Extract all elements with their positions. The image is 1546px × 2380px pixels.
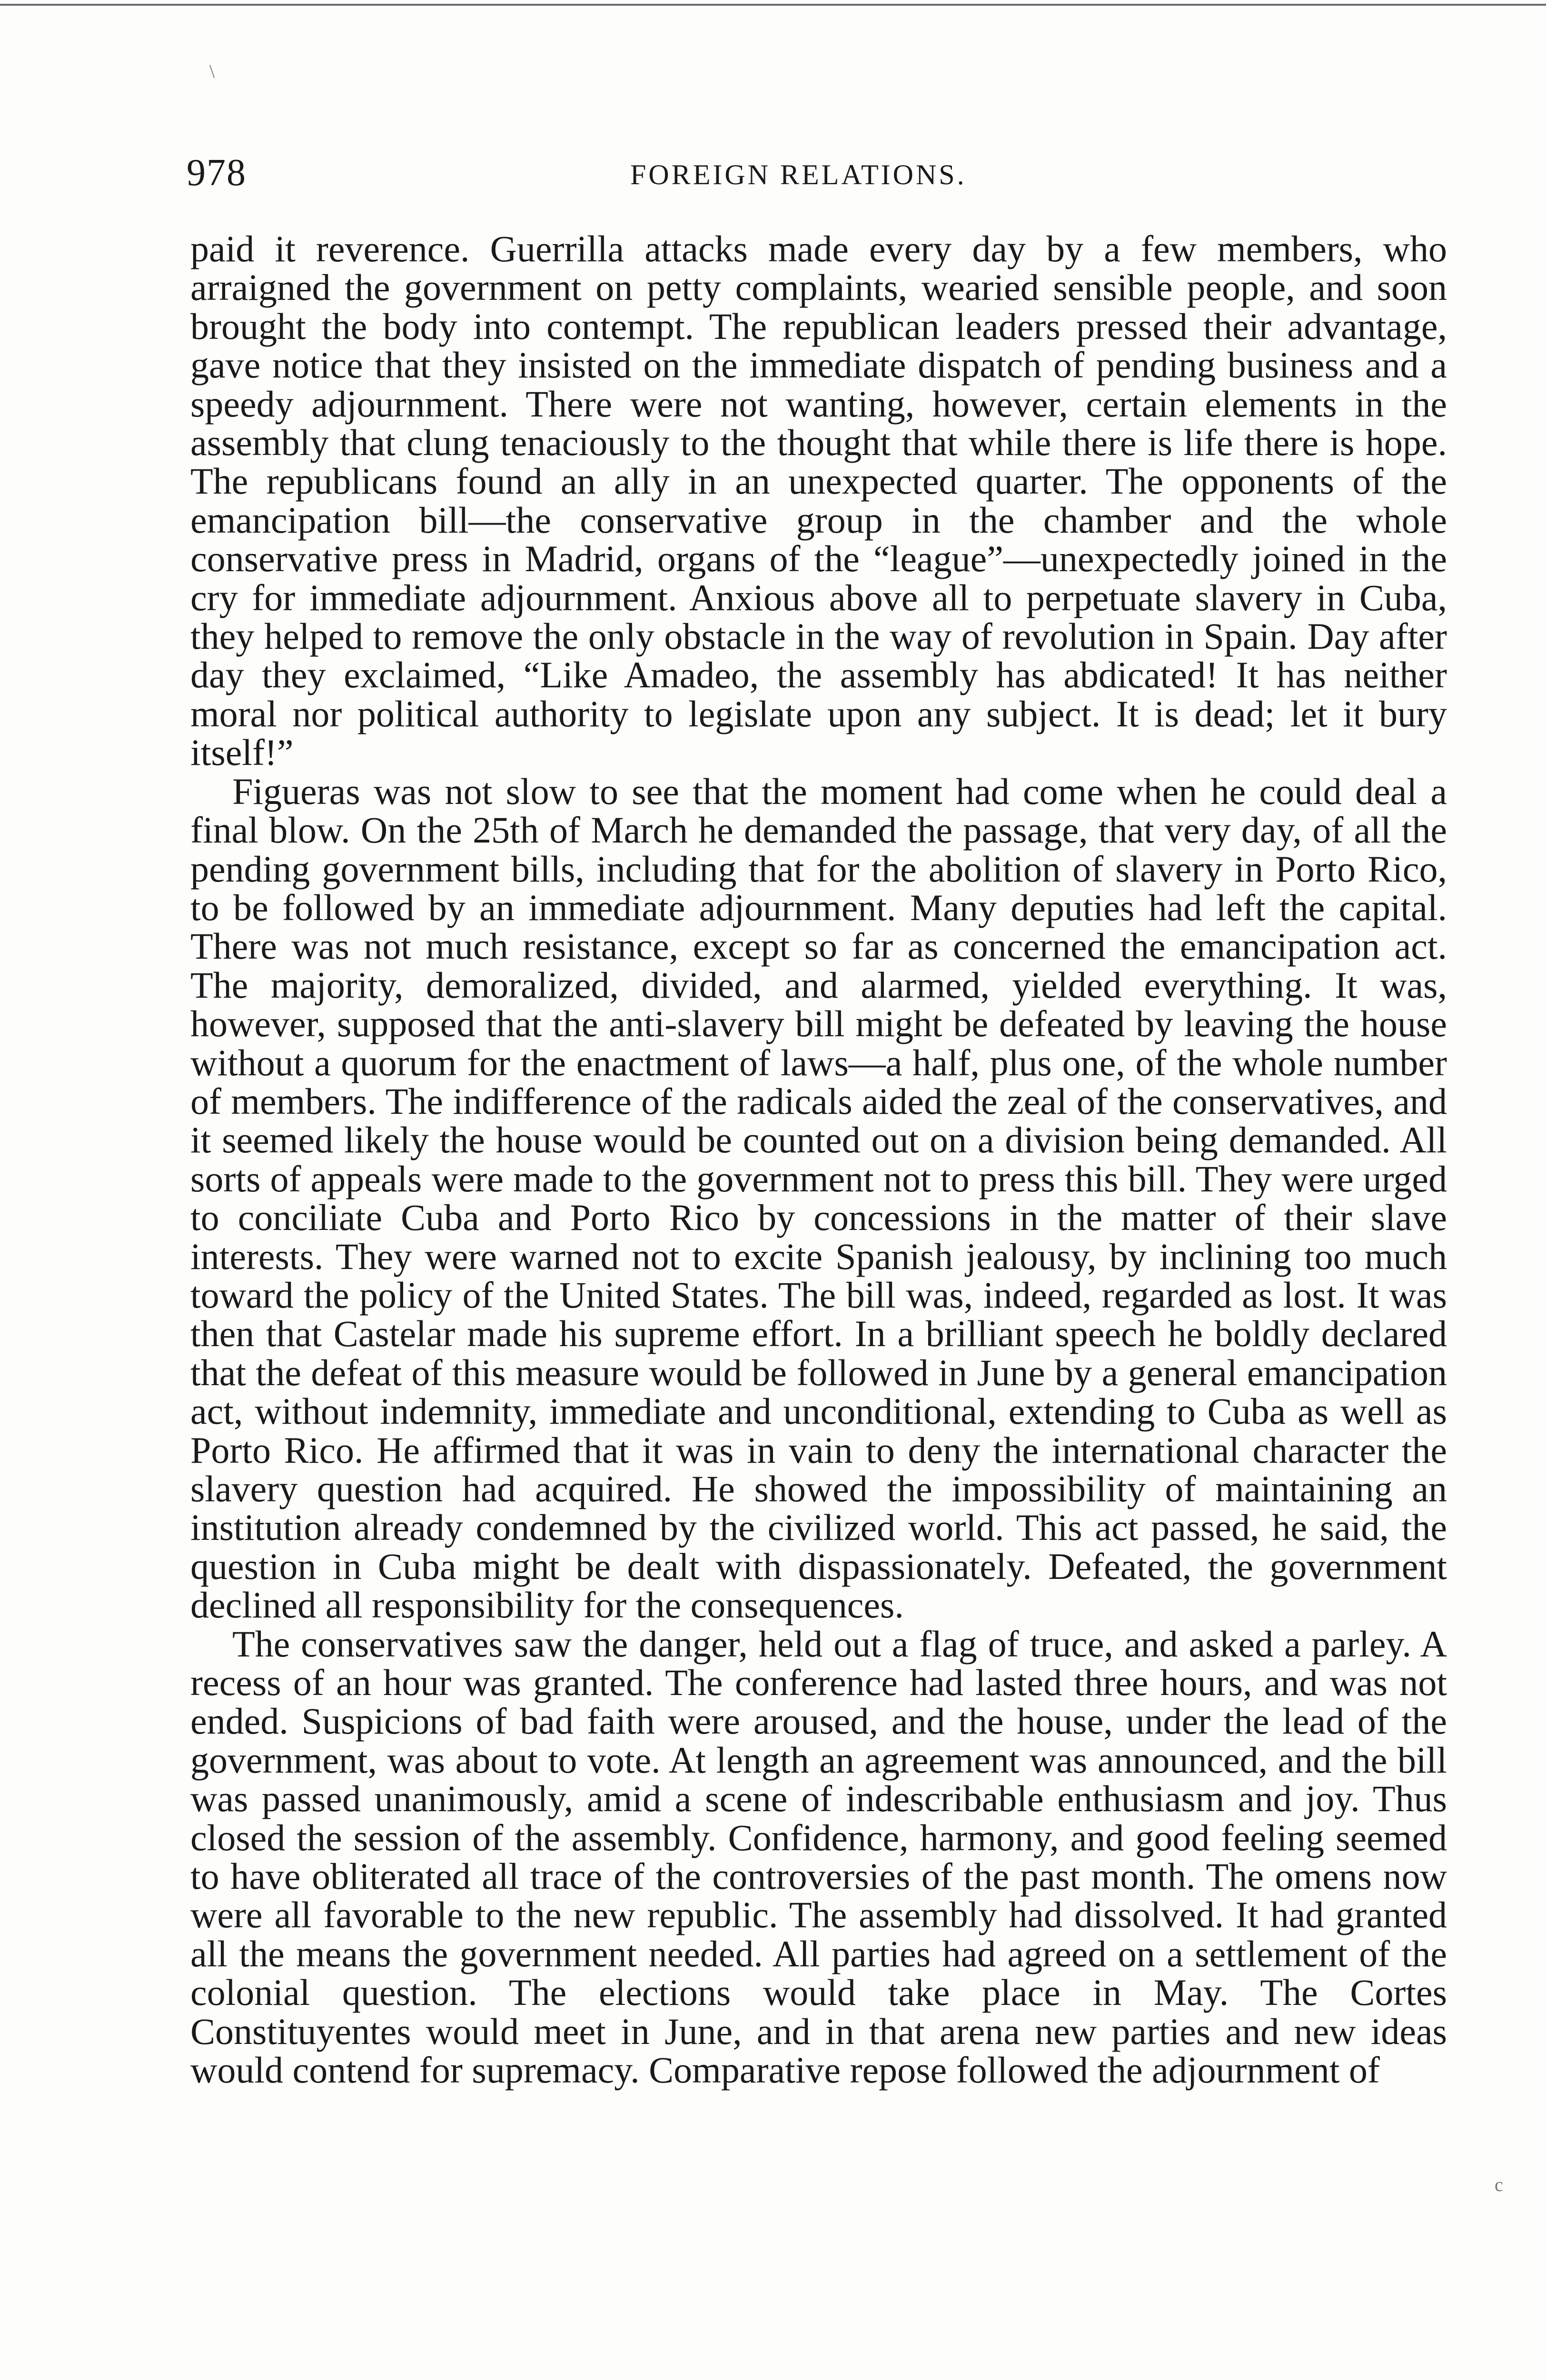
body-text: [190, 229, 1447, 2090]
running-head: FOREIGN RELATIONS.: [630, 159, 967, 190]
scan-speck-mark: \: [209, 60, 215, 82]
page-header: [187, 151, 1486, 194]
paragraph-figueras: Figueras was not slow to see that the moment had come when he could deal a final blow. On the 25th of March he demanded the passage, that very day, of all the pending government bills, including that for the abolition of slavery in Porto Rico, to be followed by an immediate adjournment. Many deputies had left the capital. There was not much resistance, except so far as concerned the emancipation act. The majority, demoralized, divided, and alarmed, yielded everything. It was, however, supposed that the anti-slavery bill might be defeated by leaving the house without a quorum for the enactment of laws—a half, plus one, of the whole number of members. The indifference of the radicals aided the zeal of the conservatives, and it seemed likely the house would be counted out on a division being demanded. All sorts of appeals were made to the government not to press this bill. They were urged to conciliate Cuba and Porto Rico by concessions in the matter of their slave interests. They were warned not to excite Spanish jealousy, by inclining too much toward the policy of the United States. The bill was, indeed, regarded as lost. It was then that Castelar made his supreme effort. In a brilliant speech he boldly declared that the defeat of this measure would be followed in June by a general emancipation act, without indemnity, immediate and unconditional, extending to Cuba as well as Porto Rico. He affirmed that it was in vain to deny the international character the slavery question had acquired. He showed the impossibility of maintaining an institution already condemned by the civilized world. This act passed, he said, the question in Cuba might be dealt with dispassionately. Defeated, the government declined all responsibility for the consequences.: [190, 770, 1447, 1626]
margin-stray-mark: c: [1495, 2174, 1503, 2195]
paragraph-conservatives: The conservatives saw the danger, held out a flag of truce, and asked a parley. A recess of an hour was granted. The conference had lasted three hours, and was not ended. Suspicions of bad faith were aroused, and the house, under the lead of the government, was about to vote. At length an agreement was announced, and the bill was passed unanimously, amid a scene of indescribable enthusiasm and joy. Thus closed the session of the assembly. Confidence, harmony, and good feeling seemed to have obliterated all trace of the controversies of the past month. The omens now were all favorable to the new republic. The assembly had dissolved. It had granted all the means the government needed. All parties had agreed on a settlement of the colonial question. The elections would take place in May. The Cortes Constituyentes would meet in June, and in that arena new parties and new ideas would contend for supremacy. Comparative repose followed the adjournment of: [190, 1623, 1447, 2091]
top-edge-rule: [0, 4, 1546, 6]
paragraph-continued: paid it reverence. Guerrilla attacks made every day by a few members, who arraigned the government on petty complaints, wearied sensible people, and soon brought the body into contempt. The republican leaders pressed their advantage, gave notice that they insisted on the immediate dispatch of pending business and a speedy adjournment. There were not wanting, however, certain elements in the assembly that clung tenaciously to the thought that while there is life there is hope. The republicans found an ally in an unexpected quarter. The opponents of the emancipation bill—the conservative group in the chamber and the whole conservative press in Madrid, organs of the “league”—unexpectedly joined in the cry for immediate adjournment. Anxious above all to perpetuate slavery in Cuba, they helped to remove the only obstacle in the way of revolution in Spain. Day after day they exclaimed, “Like Amadeo, the assembly has abdicated! It has neither moral nor political authority to legislate upon any subject. It is dead; let it bury itself!”: [190, 228, 1447, 774]
page-number: 978: [187, 152, 247, 194]
